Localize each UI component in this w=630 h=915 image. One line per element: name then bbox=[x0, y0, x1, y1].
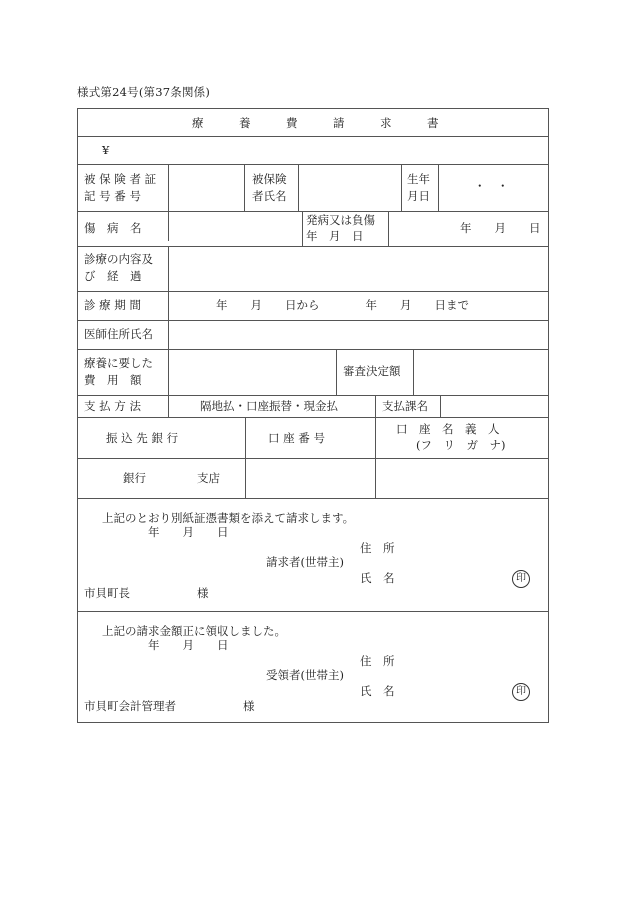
yen-sign: ¥ bbox=[102, 143, 110, 157]
title-char-5: 求 bbox=[380, 116, 392, 130]
bank-label: 振 込 先 銀 行 bbox=[106, 431, 179, 445]
bank-unit: 銀行 bbox=[123, 471, 146, 485]
branch-unit: 支店 bbox=[197, 471, 220, 485]
receipt-addressee: 市貝町会計管理者 bbox=[84, 699, 176, 713]
receipt-date: 年 月 日 bbox=[148, 638, 229, 652]
receipt-statement: 上記の請求金額正に領収しました。 bbox=[102, 624, 286, 638]
payment-section-label: 支払課名 bbox=[382, 399, 428, 413]
title-char-6: 書 bbox=[427, 116, 439, 130]
rule-disease-bottom bbox=[78, 246, 548, 247]
insured-number-label-line1: 被 保 険 者 証 bbox=[84, 172, 157, 186]
claimant-role: 請求者(世帯主) bbox=[266, 555, 344, 569]
disease-label: 傷 病 名 bbox=[84, 221, 142, 235]
medical-expense-claim-form bbox=[77, 108, 549, 723]
title-char-1: 療 bbox=[192, 116, 204, 130]
form-number-caption: 様式第24号(第37条関係) bbox=[77, 85, 211, 99]
rule-bank-header-bottom bbox=[78, 458, 548, 459]
onset-date-placeholder: 年 月 日 bbox=[460, 221, 541, 235]
birth-label-line1: 生年 bbox=[407, 172, 430, 186]
rule-cost-bottom bbox=[78, 395, 548, 396]
recipient-seal-mark: 印 bbox=[512, 683, 530, 701]
onset-label-line2: 年 月 日 bbox=[306, 229, 364, 243]
claim-addressee-honorific: 様 bbox=[197, 586, 209, 600]
col-label-rule-b bbox=[168, 246, 169, 417]
col-section-left-rule bbox=[375, 395, 376, 417]
title-char-2: 養 bbox=[239, 116, 251, 130]
rule-bank-values-bottom bbox=[78, 498, 548, 499]
rule-amount-bottom bbox=[78, 164, 548, 165]
col-review-left-rule bbox=[336, 349, 337, 395]
claim-addressee: 市貝町長 bbox=[84, 586, 130, 600]
title-char-3: 費 bbox=[286, 116, 298, 130]
col-section-right-rule bbox=[440, 395, 441, 417]
col-bank-rule bbox=[245, 417, 246, 498]
title-char-4: 請 bbox=[333, 116, 345, 130]
rule-treatment-bottom bbox=[78, 291, 548, 292]
rule-payment-bottom bbox=[78, 417, 548, 418]
period-label: 診 療 期 間 bbox=[84, 298, 141, 312]
rule-period-bottom bbox=[78, 320, 548, 321]
treatment-label-line2: び 経 過 bbox=[84, 269, 142, 283]
rule-doctor-bottom bbox=[78, 349, 548, 350]
insured-number-label-line2: 記 号 番 号 bbox=[84, 189, 141, 203]
payment-method-value: 隔地払・口座振替・現金払 bbox=[200, 399, 338, 413]
col-birth-value-rule bbox=[438, 164, 439, 211]
claimant-address-label: 住 所 bbox=[360, 541, 395, 555]
review-amount-label: 審査決定額 bbox=[343, 364, 401, 378]
account-holder-label: 口 座 名 義 人 bbox=[396, 422, 500, 436]
recipient-name-label: 氏 名 bbox=[360, 684, 395, 698]
claim-date: 年 月 日 bbox=[148, 525, 229, 539]
claimant-seal-mark: 印 bbox=[512, 570, 530, 588]
col-name-rule bbox=[298, 164, 299, 211]
treatment-label-line1: 診療の内容及 bbox=[84, 252, 153, 266]
claim-statement: 上記のとおり別紙証憑書類を添えて請求します。 bbox=[102, 511, 355, 525]
recipient-role: 受領者(世帯主) bbox=[266, 668, 344, 682]
payment-method-label: 支 払 方 法 bbox=[84, 399, 141, 413]
rule-claim-bottom bbox=[78, 611, 548, 612]
rule-title-bottom bbox=[78, 136, 548, 137]
receipt-addressee-honorific: 様 bbox=[243, 699, 255, 713]
col-onset-left-rule bbox=[302, 211, 303, 246]
cost-label-line2: 費 用 額 bbox=[84, 373, 142, 387]
col-account-rule bbox=[375, 417, 376, 498]
rule-insured-bottom bbox=[78, 211, 548, 212]
birth-label-line2: 月日 bbox=[407, 189, 430, 203]
col-review-right-rule bbox=[413, 349, 414, 395]
birth-date-dots: ・ ・ bbox=[474, 179, 509, 193]
claimant-name-label: 氏 名 bbox=[360, 571, 395, 585]
account-holder-kana-label: (フ リ ガ ナ) bbox=[416, 438, 506, 452]
col-birth-rule bbox=[401, 164, 402, 211]
col-label-rule-a bbox=[168, 164, 169, 241]
insured-name-label-line2: 者氏名 bbox=[252, 189, 287, 203]
col-onset-right-rule bbox=[388, 211, 389, 246]
doctor-label: 医師住所氏名 bbox=[84, 327, 153, 341]
col-insured-rule bbox=[244, 164, 245, 211]
insured-name-label-line1: 被保険 bbox=[252, 172, 287, 186]
cost-label-line1: 療養に要した bbox=[84, 356, 153, 370]
recipient-address-label: 住 所 bbox=[360, 654, 395, 668]
period-value: 年 月 日から 年 月 日まで bbox=[216, 298, 469, 312]
account-number-label: 口 座 番 号 bbox=[268, 431, 325, 445]
onset-label-line1: 発病又は負傷 bbox=[306, 213, 375, 227]
